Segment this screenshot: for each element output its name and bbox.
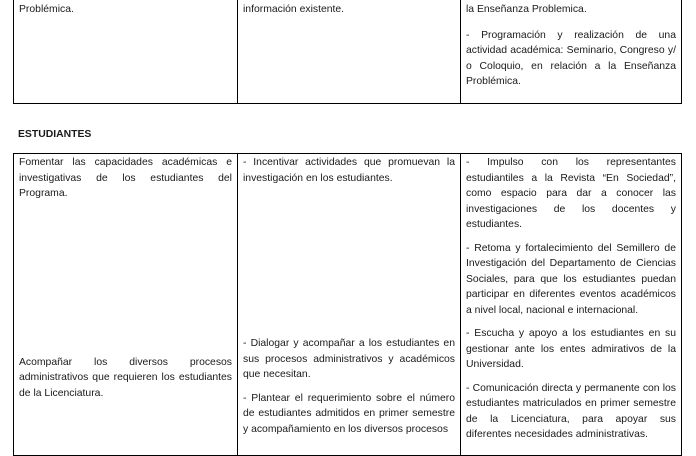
table-cell-strategy bbox=[238, 0, 461, 104]
cell-text: - Incentivar actividades que promuevan la investigación en los estudiantes. bbox=[243, 157, 455, 184]
table-cell-actions bbox=[461, 0, 682, 104]
table-cell-objective bbox=[14, 0, 238, 104]
students-table bbox=[13, 153, 682, 456]
top-table bbox=[13, 0, 682, 104]
cell-text: - Comunicación directa y permanente con los estudiantes matriculados en primer semestre de la Licenciatura, para apoyar sus diferentes necesidades administrativas. bbox=[466, 382, 676, 440]
cell-text: Problémica. bbox=[19, 4, 74, 15]
cell-text: - Escucha y apoyo a los estudiantes en su gestionar ante los entes admirativos de la Universidad. bbox=[466, 328, 676, 370]
section-heading: ESTUDIANTES bbox=[18, 129, 92, 140]
cell-text: - Plantear el requerimiento sobre el número de estudiantes admitidos en primer semestre y acompañamiento en los diversos procesos bbox=[243, 392, 455, 435]
table-row bbox=[14, 0, 682, 104]
cell-text: la Enseñanza Problemica. bbox=[466, 4, 587, 15]
cell-text: - Dialogar y acompañar a los estudiantes en sus procesos administrativos y académicos que necesitan. bbox=[243, 338, 455, 380]
table-row bbox=[14, 154, 682, 456]
table-cell-objectives bbox=[14, 154, 238, 456]
cell-text: - Impulso con los representantes estudiantiles a la Revista “En Sociedad”, como espacio para dar a conocer las investigaciones de los docentes y estudiantes. bbox=[466, 157, 676, 230]
cell-text: Fomentar las capacidades académicas e investigativas de los estudiantes del Programa. bbox=[19, 157, 232, 199]
table-cell-strategies bbox=[238, 154, 461, 456]
cell-text: información existente. bbox=[243, 4, 345, 15]
table-cell-actions bbox=[461, 154, 682, 456]
cell-text: - Retoma y fortalecimiento del Semillero de Investigación del Departamento de Ciencias Sociales, para que los estudiantes puedan participar en diferentes eventos académicos a nivel local, nacional e internacional. bbox=[466, 242, 676, 316]
cell-text: - Programación y realización de una actividad académica: Seminario, Congreso y/ o Coloquio, en relación a la Enseñanza Problémica. bbox=[466, 29, 676, 87]
cell-text: Acompañar los diversos procesos administrativos que requieren los estudiantes de la Licenciatura. bbox=[19, 356, 232, 399]
